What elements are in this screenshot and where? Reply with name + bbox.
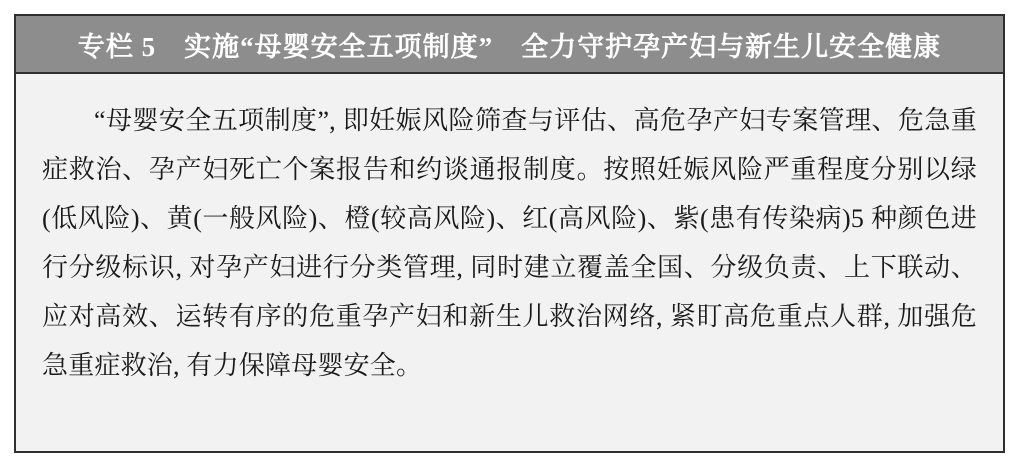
callout-box-paragraph: “母婴安全五项制度”, 即妊娠风险筛查与评估、高危孕产妇专案管理、危急重症救治、孕产妇死亡个案报告和约谈通报制度。按照妊娠风险严重程度分别以绿(低风险)、黄(一般风险)、橙(较高风险)、红(高风险)、紫(患有传染病)5 种颜色进行分级标识, 对孕产妇进行分类管理, 同时建立覆盖全国、分级负责、上下联动、应对高效、运转有序的危重孕产妇和新生儿救治网络, 紧盯高危重点人群, 加强危急重症救治, 有力保障母婴安全。 (42, 106, 977, 380)
callout-box (14, 14, 1005, 453)
callout-box-title: 专栏 5 实施“母婴安全五项制度” 全力守护孕产妇与新生儿安全健康 (77, 31, 942, 62)
callout-box-body (16, 74, 1003, 451)
callout-box-header (16, 16, 1003, 74)
